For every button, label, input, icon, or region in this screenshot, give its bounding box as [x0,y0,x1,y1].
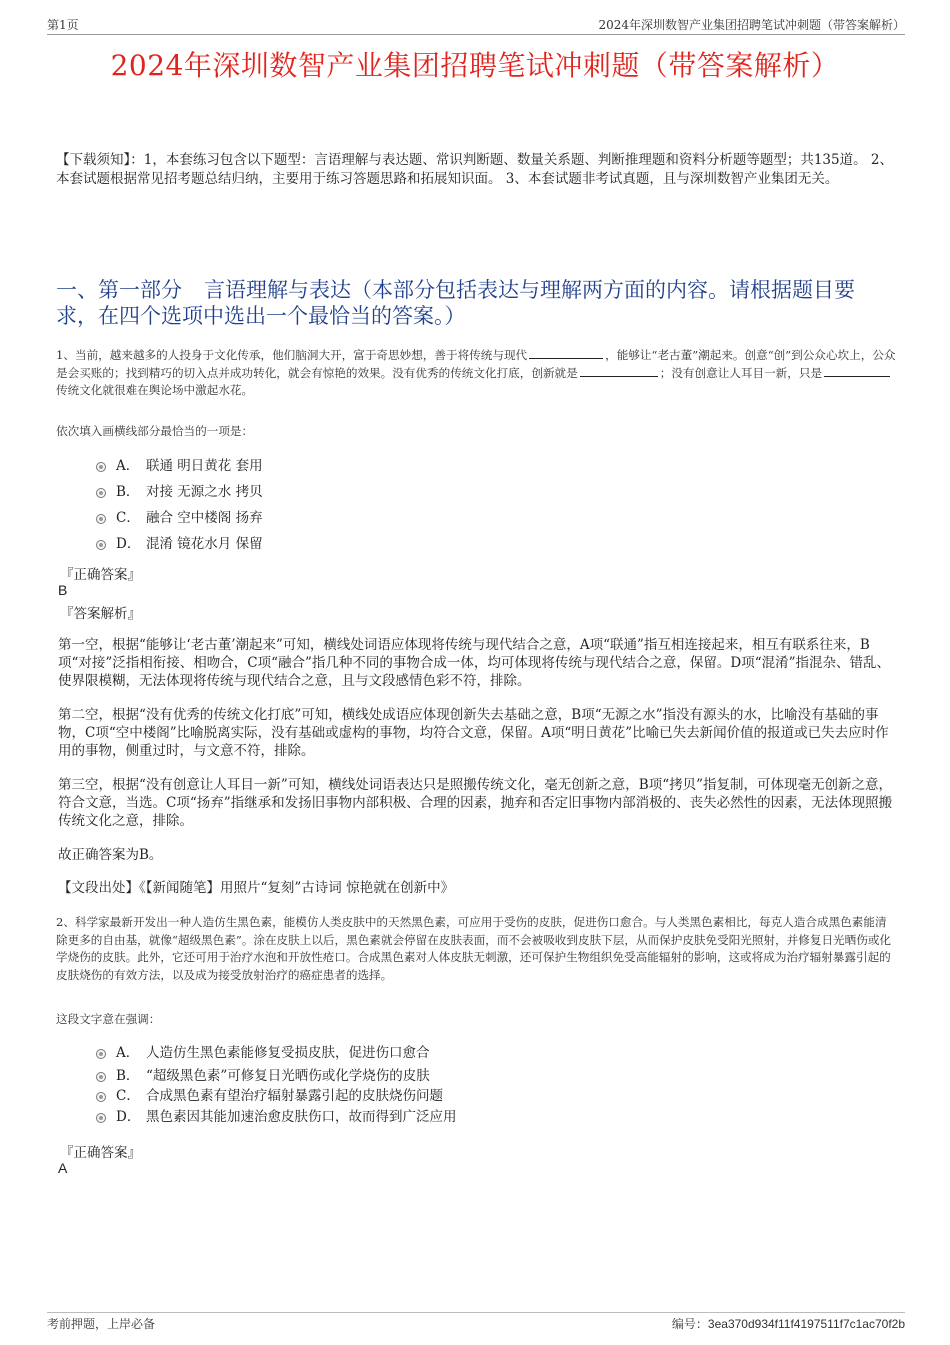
radio-icon[interactable] [96,540,106,550]
radio-icon[interactable] [96,1049,106,1059]
page-header [47,16,905,35]
question-1-text: 1、当前，越来越多的人投身于文化传承，他们脑洞大开，富于奇思妙想，善于将传统与现代 ，能够让“老古董”潮起来。创意“创”到公众心坎上，公众是会买账的；找到精巧的切入点并成功转化，就会有惊艳的效果。没有优秀的传统文化打底，创新就是 ；没有创意让人耳目一新，只是传统文化就很难在舆论场中激起水花。 [56,348,896,398]
answer-label: 『正确答案』 [60,567,141,583]
radio-icon[interactable] [96,462,106,472]
blank-1 [529,347,603,359]
radio-icon[interactable] [96,1092,106,1102]
question-2-text: 2、科学家最新开发出一种人造仿生黑色素，能模仿人类皮肤中的天然黑色素，可应用于受伤的皮肤，促进伤口愈合。与人类黑色素相比，每克人造合成黑色素能清除更多的自由基，就像“超级黑色素”。涂在皮肤上以后，黑色素就会停留在皮肤表面，而不会被吸收到皮肤下层，从而保护皮肤免受阳光照射，并修复日光晒伤或化学烧伤的皮肤。此外，它还可用于治疗水泡和开放性疮口。合成黑色素对人体皮肤无刺激，还可保护生物组织免受高能辐射的影响，这或将成为治疗辐射暴露引起的皮肤烧伤的有效方法，以及成为接受放射治疗的癌症患者的选择。 [56,915,892,982]
section-part: 一、第一部分 [56,278,182,302]
blank-2 [580,365,658,377]
section-heading [56,277,896,329]
header-doc-title: 2024年深圳数智产业集团招聘笔试冲刺题（带答案解析） [598,18,905,32]
download-notice: 【下载须知】：1，本套练习包含以下题型：言语理解与表达题、常识判断题、数量关系题、判断推理题和资料分析题等题型；共135道。 2、本套试题根据常见招考题总结归纳，主要用于练习答题思路和拓展知识面。 3、本套试题非考试真题，且与深圳数智产业集团无关。 [56,152,893,187]
analysis-conclusion: 故正确答案为B。 [58,847,163,863]
answer-value: B [58,582,68,598]
analysis-paragraph: 第二空，根据“没有优秀的传统文化打底”可知，横线处成语应体现创新失去基础之意，B项“无源之水”指没有源头的水，比喻没有基础的事物，C项“空中楼阁”比喻脱离实际，没有基础或虚构的事物，均符合文意，保留。A项“明日黄花”比喻已失去新闻价值的报道或已失去应时作用的事物，侧重过时，与文意不符，排除。 [58,707,889,759]
section-title-text: 言语理解与表达（本部分包括表达与理解两方面的内容。请根据题目要求，在四个选项中选出一个最恰当的答案。） [56,278,855,328]
radio-icon[interactable] [96,514,106,524]
document-id: 3ea370d934f11f4197511f7c1ac70f2b [707,1317,905,1331]
blank-3 [824,365,890,377]
page-number: 第1页 [47,18,79,32]
analysis-label: 『答案解析』 [60,606,141,622]
footer-code: 编号：3ea370d934f11f4197511f7c1ac70f2b [671,1317,905,1331]
radio-icon[interactable] [96,1072,106,1082]
question-1-prompt: 依次填入画横线部分最恰当的一项是： [56,424,254,438]
question-2-prompt: 这段文字意在强调： [56,1012,161,1026]
document-title: 2024年深圳数智产业集团招聘笔试冲刺题（带答案解析） [110,49,840,82]
radio-icon[interactable] [96,488,106,498]
footer-divider [47,1312,905,1313]
footer-slogan: 考前押题，上岸必备 [47,1317,156,1331]
analysis-paragraph: 第一空，根据“能够让‘老古董’潮起来”可知，横线处词语应体现将传统与现代结合之意，A项“联通”指互相连接起来，相互有联系往来，B项“对接”泛指相衔接、相吻合，C项“融合”指几种不同的事物合成一体，均可体现将传统与现代结合之意，保留。D项“混淆”指混杂、错乱、使界限模糊，无法体现将传统与现代结合之意，且与文段感情色彩不符，排除。 [58,637,891,689]
analysis-paragraph: 第三空，根据“没有创意让人耳目一新”可知，横线处词语表达只是照搬传统文化，毫无创新之意，B项“拷贝”指复制，可体现毫无创新之意，符合文意，当选。C项“扬弃”指继承和发扬旧事物内部积极、合理的因素，抛弃和否定旧事物内部消极的、丧失必然性的因素，无法体现照搬传统文化之意，排除。 [58,777,893,829]
answer-label: 『正确答案』 [60,1145,141,1161]
radio-icon[interactable] [96,1113,106,1123]
answer-value: A [58,1160,68,1176]
source-citation: 【文段出处】《【新闻随笔】用照片“复刻”古诗词 惊艳就在创新中》 [58,880,455,896]
